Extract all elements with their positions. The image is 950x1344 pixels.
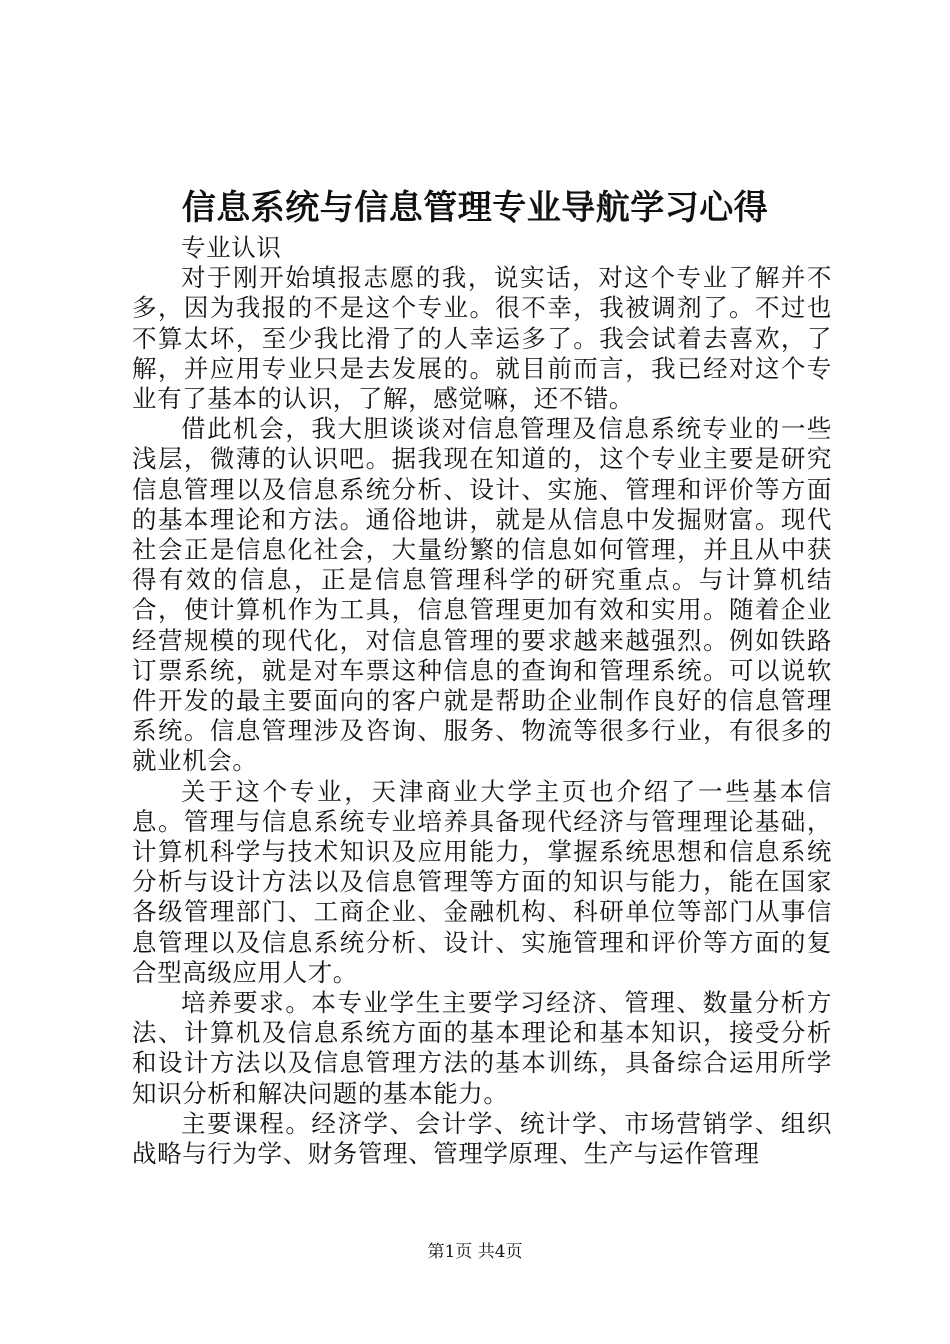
section-heading: 专业认识: [181, 233, 282, 262]
body-paragraph: 借此机会，我大胆谈谈对信息管理及信息系统专业的一些浅层，微薄的认识吧。据我现在知道的，这个专业主要是研究信息管理以及信息系统分析、设计、实施、管理和评价等方面的基本理论和方法。通俗地讲，就是从信息中发掘财富。现代社会正是信息化社会，大量纷繁的信息如何管理，并且从中获得有效的信息，正是信息管理科学的研究重点。与计算机结合，使计算机作为工具，信息管理更加有效和实用。随着企业经营规模的现代化，对信息管理的要求越来越强烈。例如铁路订票系统，就是对车票这种信息的查询和管理系统。可以说软件开发的最主要面向的客户就是帮助企业制作良好的信息管理系统。信息管理涉及咨询、服务、物流等很多行业，有很多的就业机会。: [132, 414, 832, 776]
page-footer: [0, 1241, 950, 1263]
body-paragraph: 关于这个专业，天津商业大学主页也介绍了一些基本信息。管理与信息系统专业培养具备现代经济与管理理论基础，计算机科学与技术知识及应用能力，掌握系统思想和信息系统分析与设计方法以及信息管理等方面的知识与能力，能在国家各级管理部门、工商企业、金融机构、科研单位等部门从事信息管理以及信息系统分析、设计、实施管理和评价等方面的复合型高级应用人才。: [132, 776, 832, 987]
body-paragraph: 对于刚开始填报志愿的我，说实话，对这个专业了解并不多，因为我报的不是这个专业。很不幸，我被调剂了。不过也不算太坏，至少我比滑了的人幸运多了。我会试着去喜欢，了解，并应用专业只是去发展的。就目前而言，我已经对这个专业有了基本的认识，了解，感觉嘛，还不错。: [132, 263, 832, 414]
document-body: [132, 233, 832, 1169]
body-paragraph: 主要课程。经济学、会计学、统计学、市场营销学、组织战略与行为学、财务管理、管理学原理、生产与运作管理: [132, 1108, 832, 1169]
body-paragraph: 培养要求。本专业学生主要学习经济、管理、数量分析方法、计算机及信息系统方面的基本理论和基本知识，接受分析和设计方法以及信息管理方法的基本训练，具备综合运用所学知识分析和解决问题的基本能力。: [132, 988, 832, 1108]
document-title: 信息系统与信息管理专业导航学习心得: [181, 188, 769, 228]
page-number: 第1页 共4页: [427, 1242, 523, 1262]
